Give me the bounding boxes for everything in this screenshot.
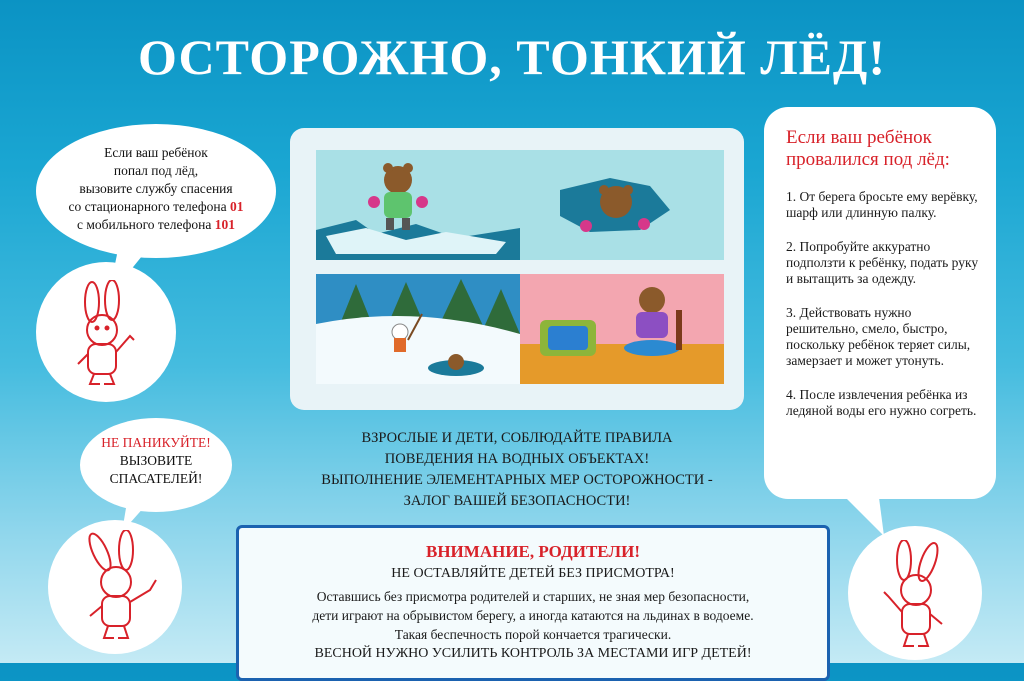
- rabbit-icon: [56, 280, 156, 390]
- call-line-2: попал под лёд,: [113, 163, 199, 178]
- rules-line-4: ЗАЛОГ ВАШЕЙ БЕЗОПАСНОСТИ!: [403, 493, 631, 509]
- heading-line-1: Если ваш ребёнок: [786, 127, 932, 148]
- rules-line-2: ПОВЕДЕНИЯ НА ВОДНЫХ ОБЪЕКТАХ!: [384, 451, 650, 467]
- panic-warning: НЕ ПАНИКУЙТЕ!: [101, 435, 211, 450]
- card-tail: [838, 490, 888, 540]
- rabbit-rescue-art: [316, 274, 520, 384]
- parents-attention-box: [236, 525, 830, 681]
- call-line-1: Если ваш ребёнок: [104, 145, 208, 160]
- picture-bear-in-hole: [520, 150, 724, 260]
- heading-line-2: провалился под лёд:: [786, 149, 950, 170]
- panic-line-1: ВЫЗОВИТЕ: [119, 453, 193, 468]
- picture-rabbit-rescue: [316, 274, 520, 384]
- attention-body-1: Оставшись без присмотра родителей и старших, не зная мер безопасности,: [316, 589, 750, 604]
- rescue-steps-card: [764, 107, 996, 499]
- landline-text: со стационарного телефона: [68, 199, 227, 214]
- mobile-text: с мобильного телефона: [76, 217, 212, 232]
- rabbit-icon: [70, 530, 170, 645]
- call-line-3: вызовите службу спасения: [79, 181, 233, 196]
- attention-heading: ВНИМАНИЕ, РОДИТЕЛИ!: [426, 542, 640, 561]
- call-line-mobile: [40, 216, 272, 234]
- bear-in-hole-art: [520, 150, 724, 260]
- rescue-step-1: 1. От берега бросьте ему верёвку, шарф или длинную палку.: [786, 189, 978, 220]
- call-rescue-text: [40, 144, 272, 234]
- landline-number: 01: [230, 199, 244, 214]
- bear-warming-art: [520, 274, 724, 384]
- panic-text: [80, 434, 232, 488]
- attention-subheading: НЕ ОСТАВЛЯЙТЕ ДЕТЕЙ БЕЗ ПРИСМОТРА!: [391, 566, 675, 581]
- call-line-landline: [40, 198, 272, 216]
- rescue-step-4: 4. После извлечения ребёнка из ледяной воды его нужно согреть.: [786, 387, 977, 418]
- rescue-step-3: 3. Действовать нужно решительно, смело, быстро, поскольку ребёнок теряет силы, замерзает и может утонуть.: [786, 305, 971, 368]
- poster-title: ОСТОРОЖНО, ТОНКИЙ ЛЁД!: [138, 29, 886, 85]
- picture-bear-warming: [520, 274, 724, 384]
- picture-bear-on-ice: [316, 150, 520, 260]
- attention-body-2: дети играют на обрывистом берегу, а иногда катаются на льдинах в водоеме.: [312, 608, 754, 623]
- illustration-panel: [290, 128, 744, 410]
- panic-line-2: СПАСАТЕЛЕЙ!: [109, 471, 203, 486]
- rules-text: [290, 428, 744, 512]
- rescue-steps-heading: [786, 127, 996, 171]
- rules-line-3: ВЫПОЛНЕНИЕ ЭЛЕМЕНТАРНЫХ МЕР ОСТОРОЖНОСТИ -: [321, 472, 713, 488]
- attention-footer: ВЕСНОЙ НУЖНО УСИЛИТЬ КОНТРОЛЬ ЗА МЕСТАМИ ИГР ДЕТЕЙ!: [314, 646, 752, 661]
- rescue-step-2: 2. Попробуйте аккуратно подползти к ребёнку, подать руку и вытащить за одежду.: [786, 239, 979, 286]
- attention-body-3: Такая беспечность порой кончается трагически.: [394, 627, 672, 642]
- rabbit-icon: [866, 540, 966, 655]
- bear-on-ice-art: [316, 150, 520, 260]
- rules-line-1: ВЗРОСЛЫЕ И ДЕТИ, СОБЛЮДАЙТЕ ПРАВИЛА: [361, 430, 673, 446]
- mobile-number: 101: [214, 217, 236, 232]
